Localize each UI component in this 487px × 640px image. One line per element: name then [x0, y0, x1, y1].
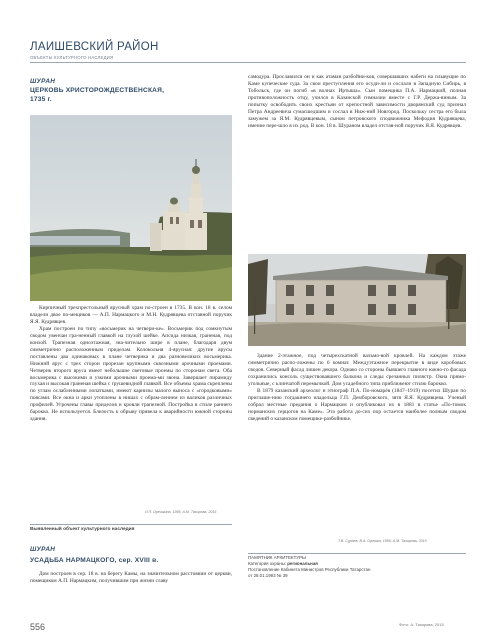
monument-info [248, 555, 466, 579]
right-mid-paragraph-1: Здание 2-этажное, под четырехскатной вальмо-вой кровлей. На каждом этаже симметрично распо-ложены по 6 комнат. Междуэтажное перекрытие в виде коробовых сводов. Северный фасад лишен декора. Однако со стороны бывшего главного южно-го фасада сохранились консоль существовавшего балкона и следы срезанных пилястр. Окна прямо-угольные, с клинчатой перемычкой. Дом усадебного типа приближеют стилю барокко. [248, 353, 466, 387]
right-mid-text [248, 353, 466, 423]
section1-location-label: ШУРАН [30, 78, 56, 85]
section2-location-label: ШУРАН [30, 546, 56, 553]
monument-type: ПАМЯТНИК АРХИТЕКТУРЫ [248, 555, 306, 560]
church-photo-image [30, 115, 232, 301]
section-divider-left [30, 524, 232, 525]
right-mid-paragraph-2: В 1879 казанский археолог и этнограф П.А. По-номарёв (1847–1919) посетил Шуран по приглаше-нию тогдашнего владельца Г.П. Демборовского, зятя Я.Я. Кудрявцева. Ученый собрал местные предания о Нармацком и опубликовал их в 1881 в статье «По-томок норманских герцогов на Каме». Эта работа до-сих пор остается наиболее полным сводом сведений о казанском помещике-разбойнике. [248, 387, 466, 422]
estate-photo-image [248, 254, 466, 346]
section2-text [30, 571, 232, 585]
page-number: 556 [30, 622, 46, 632]
monument-decree: Постановление Кабинета Министров Республики Татарстан [248, 567, 371, 572]
section1-title-line2: 1735 г. [30, 96, 52, 103]
monument-category-prefix: Категория охраны: [248, 561, 288, 566]
estate-photo [248, 254, 466, 346]
right-top-text [248, 74, 466, 130]
section2-paragraph: Дом построен в сер. 18 в. на берегу Камы, на значительном расстоянии от церкви, помещиком А.П. Нармацким, получившим при жизни славу [30, 571, 232, 584]
church-photo [30, 115, 232, 301]
monument-category-value: региональная [287, 561, 318, 566]
header-rule [30, 62, 466, 63]
right-credit: Т.В. Сураев, В.А. Орешка, 1995; А.М. Тазирова, 2015 [338, 539, 427, 543]
page-header-title: ЛАИШЕВСКИЙ РАЙОН [30, 41, 159, 53]
section-divider-right [248, 553, 466, 554]
left-credit: Л.П. Орешкина, 1995; А.М. Тазирова, 2015 [145, 510, 217, 514]
section2-title: УСАДЬБА НАРМАЦКОГО, сер. XVIII в. [30, 557, 159, 564]
left-paragraph-2: Храм построен по типу «восьмерик на четвери-ке». Восьмерик под сомкнутым сводом увенчан гра-ненный главкой на глухой шейке. Апсида низкая, граненая, под конхой. Трапезная одноэтажная, зна-чительно шире в плане, благодаря двум симметрично расположенным приделам. Колокольня 4-ярусная: другие ярусы поставлены два одинаковых в плане четверика и два разновеликих восьмерика. Нижний ярус с трех сторон прорезан крупными сквозными арочными проемами. Четверик второго яруса имеет небольшие световые проемы по сторонам света. Оба восьмерика с высокими и узкими арочными проема-ми звона. Завершает пирамиду глухая и высокая граненая шейка с грушевидной главкой. Все объемы храма скреплены по углам ослабленными лопатками, имеют карнизы малого выноса с «городковыми» поясами. Все окна и арки утоплены в нишах с обрам-лением из валиков различных профилей. Угрочены главы приделов и кровли трапезной. Постройка в стиле раннего барокко. Не используется. Близость к обрыву привела к аварийности южной стороны здания. [30, 325, 232, 423]
photo-credit: Фото: А. Тазирова, 2015 [399, 622, 444, 627]
section1-title [30, 86, 226, 104]
section1-title-line1: ЦЕРКОВЬ ХРИСТОРОЖДЕСТВЕНСКАЯ, [30, 87, 165, 94]
identified-object-label: Выявленный объект культурного наследия [30, 527, 135, 532]
right-top-paragraph: самодура. Прославился он и как атаман разбойни-ков, совершавших набеги на плывущие по Каме купеческие суда. За свои преступления его осуди-ли и сослали в Западную Сибирь, в Тобольск, где он погиб «в волнах Иртыша». Сын помещика П.А. Нармацкий, полная противоположность отцу, учился в Казанской гимназии вместе с Г.Р. Держа-виным. За попытку освободить своих крестьян от крепостной зависимости дворянский суд признал Петра Андреевича сумасшедшим и сослал в Ниж-ний Новгород. Поскольку сестра его была замужем за Я.М. Кудрявцевым, сыном петровского сподвижника Мефодия Кудрявцева, имение пере-шло в их род. В кон. 18 в. Шураном владел отстав-ной поручик Я.Я. Кудрявцев. [248, 74, 466, 129]
page-header-subtitle: ОБЪЕКТЫ КУЛЬТУРНОГО НАСЛЕДИЯ [30, 55, 114, 60]
left-paragraph-1: Кирпичный трехпрестольный ярусный храм по-строен в 1735. В кон. 18 в. селом владели двое по-мещиков — А.П. Нармацкого и М.Н. Кудрявцева отставной поручик Я.Я. Кудрявцев. [30, 305, 232, 325]
left-body-text [30, 305, 232, 423]
monument-decree-date: от 28.01.1993 № 39 [248, 573, 288, 578]
